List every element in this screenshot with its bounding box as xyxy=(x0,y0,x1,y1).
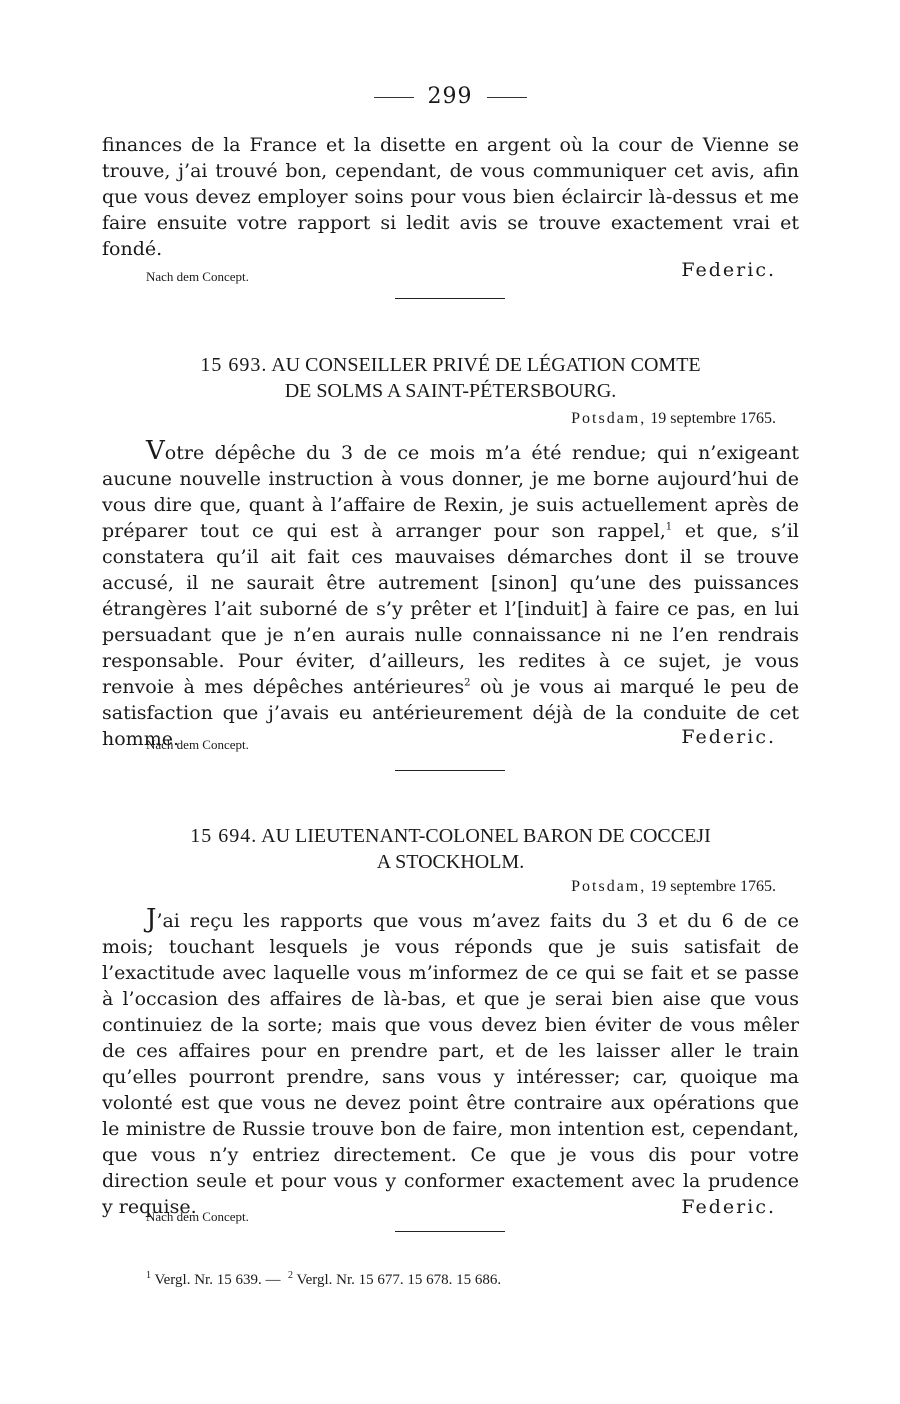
letter-15693-text-part1: otre dépêche du 3 de ce mois m’a été rendue; qui n’exigeant aucune nouvelle instruction à vous donner, je me borne aujourd’hui de vous dire que, quant à l’affaire de Rexin, je suis actuellement après de préparer tout ce qui est à arranger pour son rappel, xyxy=(102,442,799,542)
page-header xyxy=(0,84,900,109)
letter-15693-place: Potsdam, xyxy=(571,410,647,427)
continuation-paragraph: finances de la France et la disette en argent où la cour de Vienne se trouve, j’ai trouvé bon, cependant, de vous communiquer cet avis, afin que vous devez employer soins pour vous bien éclaircir là-dessus et me faire ensuite votre rapport si ledit avis se trouve exactement vrai et fondé. xyxy=(102,134,799,260)
footnote-ref-1[interactable]: 1 xyxy=(665,521,673,533)
letter-15693-paragraph xyxy=(102,438,799,752)
letter-15693-concept-note: Nach dem Concept. xyxy=(146,737,249,752)
footnote-ref-2[interactable]: 2 xyxy=(464,677,471,689)
letter-15693-signature: Federic. xyxy=(681,726,776,748)
section-divider xyxy=(395,298,505,299)
letter-15694-number: 15 694. xyxy=(190,825,258,847)
header-dash-left xyxy=(374,97,414,98)
footnote-1-mark: 1 xyxy=(146,1270,151,1281)
letter-15694-signature: Federic. xyxy=(681,1196,776,1218)
letter-15693-title-line1 xyxy=(102,352,799,378)
letter-15694-body xyxy=(102,906,799,1220)
letter-15694-place: Potsdam, xyxy=(571,878,647,895)
letter-15694-date: 19 septembre 1765. xyxy=(650,878,776,895)
letter-15693-text-part2: et que, s’il constatera qu’il ait fait ces mauvaises démarches dont il se trouve accusé, il ne saurait être autrement [sinon] qu’une des puissances étrangères l’ait suborné de s’y prêter et l’[induit] à faire ce pas, en lui persuadant que je n’en aurais nulle connaissance ni ne l’en rendrais responsable. Pour éviter, d’ailleurs, les redites à ce sujet, je vous renvoie à mes dépêches antérieures xyxy=(102,520,799,698)
page-number: 299 xyxy=(427,84,473,109)
letter-15694-text: ’ai reçu les rapports que vous m’avez faits du 3 et du 6 de ce mois; touchant lesquels je vous réponds que je suis satisfait de l’exactitude avec laquelle vous m’informez de ce qui se fait et se passe à l’occasion des affaires de là-bas, et que je serai bien aise que vous continuiez de la sorte; mais que vous devez bien éviter de vous mêler de ces affaires pour en prendre part, et de les laisser aller le train qu’elles pourront prendre, sans vous y intéresser; car, quoique ma volonté est que vous ne devez point être contraire aux opérations que le ministre de Russie trouve bon de faire, mon intention est, cependant, que vous n’y entriez directement. Ce que je vous dis pour votre direction seule et pour vous y conformer exactement avec la prudence y requise. xyxy=(102,910,799,1218)
letter-15694-initial: J xyxy=(146,904,157,934)
footnote-2-mark: 2 xyxy=(287,1270,293,1281)
letter-15693-dateline xyxy=(571,410,776,428)
letter-15693-title-text: AU CONSEILLER PRIVÉ DE LÉGATION COMTE xyxy=(271,354,701,376)
footnote-2-text: Vergl. Nr. 15 677. 15 678. 15 686. xyxy=(296,1272,502,1288)
letter-15693-number: 15 693. xyxy=(200,354,268,376)
section-divider xyxy=(395,1231,505,1232)
letter-15694-dateline xyxy=(571,878,776,896)
letter-15693-heading xyxy=(102,352,799,404)
letter-15694-heading xyxy=(102,823,799,875)
footnotes xyxy=(146,1272,501,1289)
continuation-signature: Federic. xyxy=(681,259,776,281)
continuation-concept-note: Nach dem Concept. xyxy=(146,269,249,284)
letter-15694-concept-note: Nach dem Concept. xyxy=(146,1209,249,1224)
letter-15693-title-line2: DE SOLMS A SAINT-PÉTERSBOURG. xyxy=(284,380,617,402)
footnote-1-text: Vergl. Nr. 15 639. — xyxy=(154,1272,281,1288)
letter-15693-text-part3: où je vous ai marqué le peu de satisfaction que j’avais eu antérieurement déjà de la conduite de cet homme. xyxy=(102,676,800,750)
section-divider xyxy=(395,770,505,771)
header-dash-right xyxy=(487,97,527,98)
continuation-text xyxy=(102,132,799,262)
letter-15694-paragraph xyxy=(102,906,799,1220)
letter-15693-date: 19 septembre 1765. xyxy=(650,410,776,427)
letter-15693-initial: V xyxy=(146,436,165,466)
letter-15694-title-line1 xyxy=(102,823,799,849)
letter-15694-title-text: AU LIEUTENANT-COLONEL BARON DE COCCEJI xyxy=(261,825,711,847)
letter-15694-title-line2: A STOCKHOLM. xyxy=(376,851,525,873)
letter-15693-body xyxy=(102,438,799,752)
